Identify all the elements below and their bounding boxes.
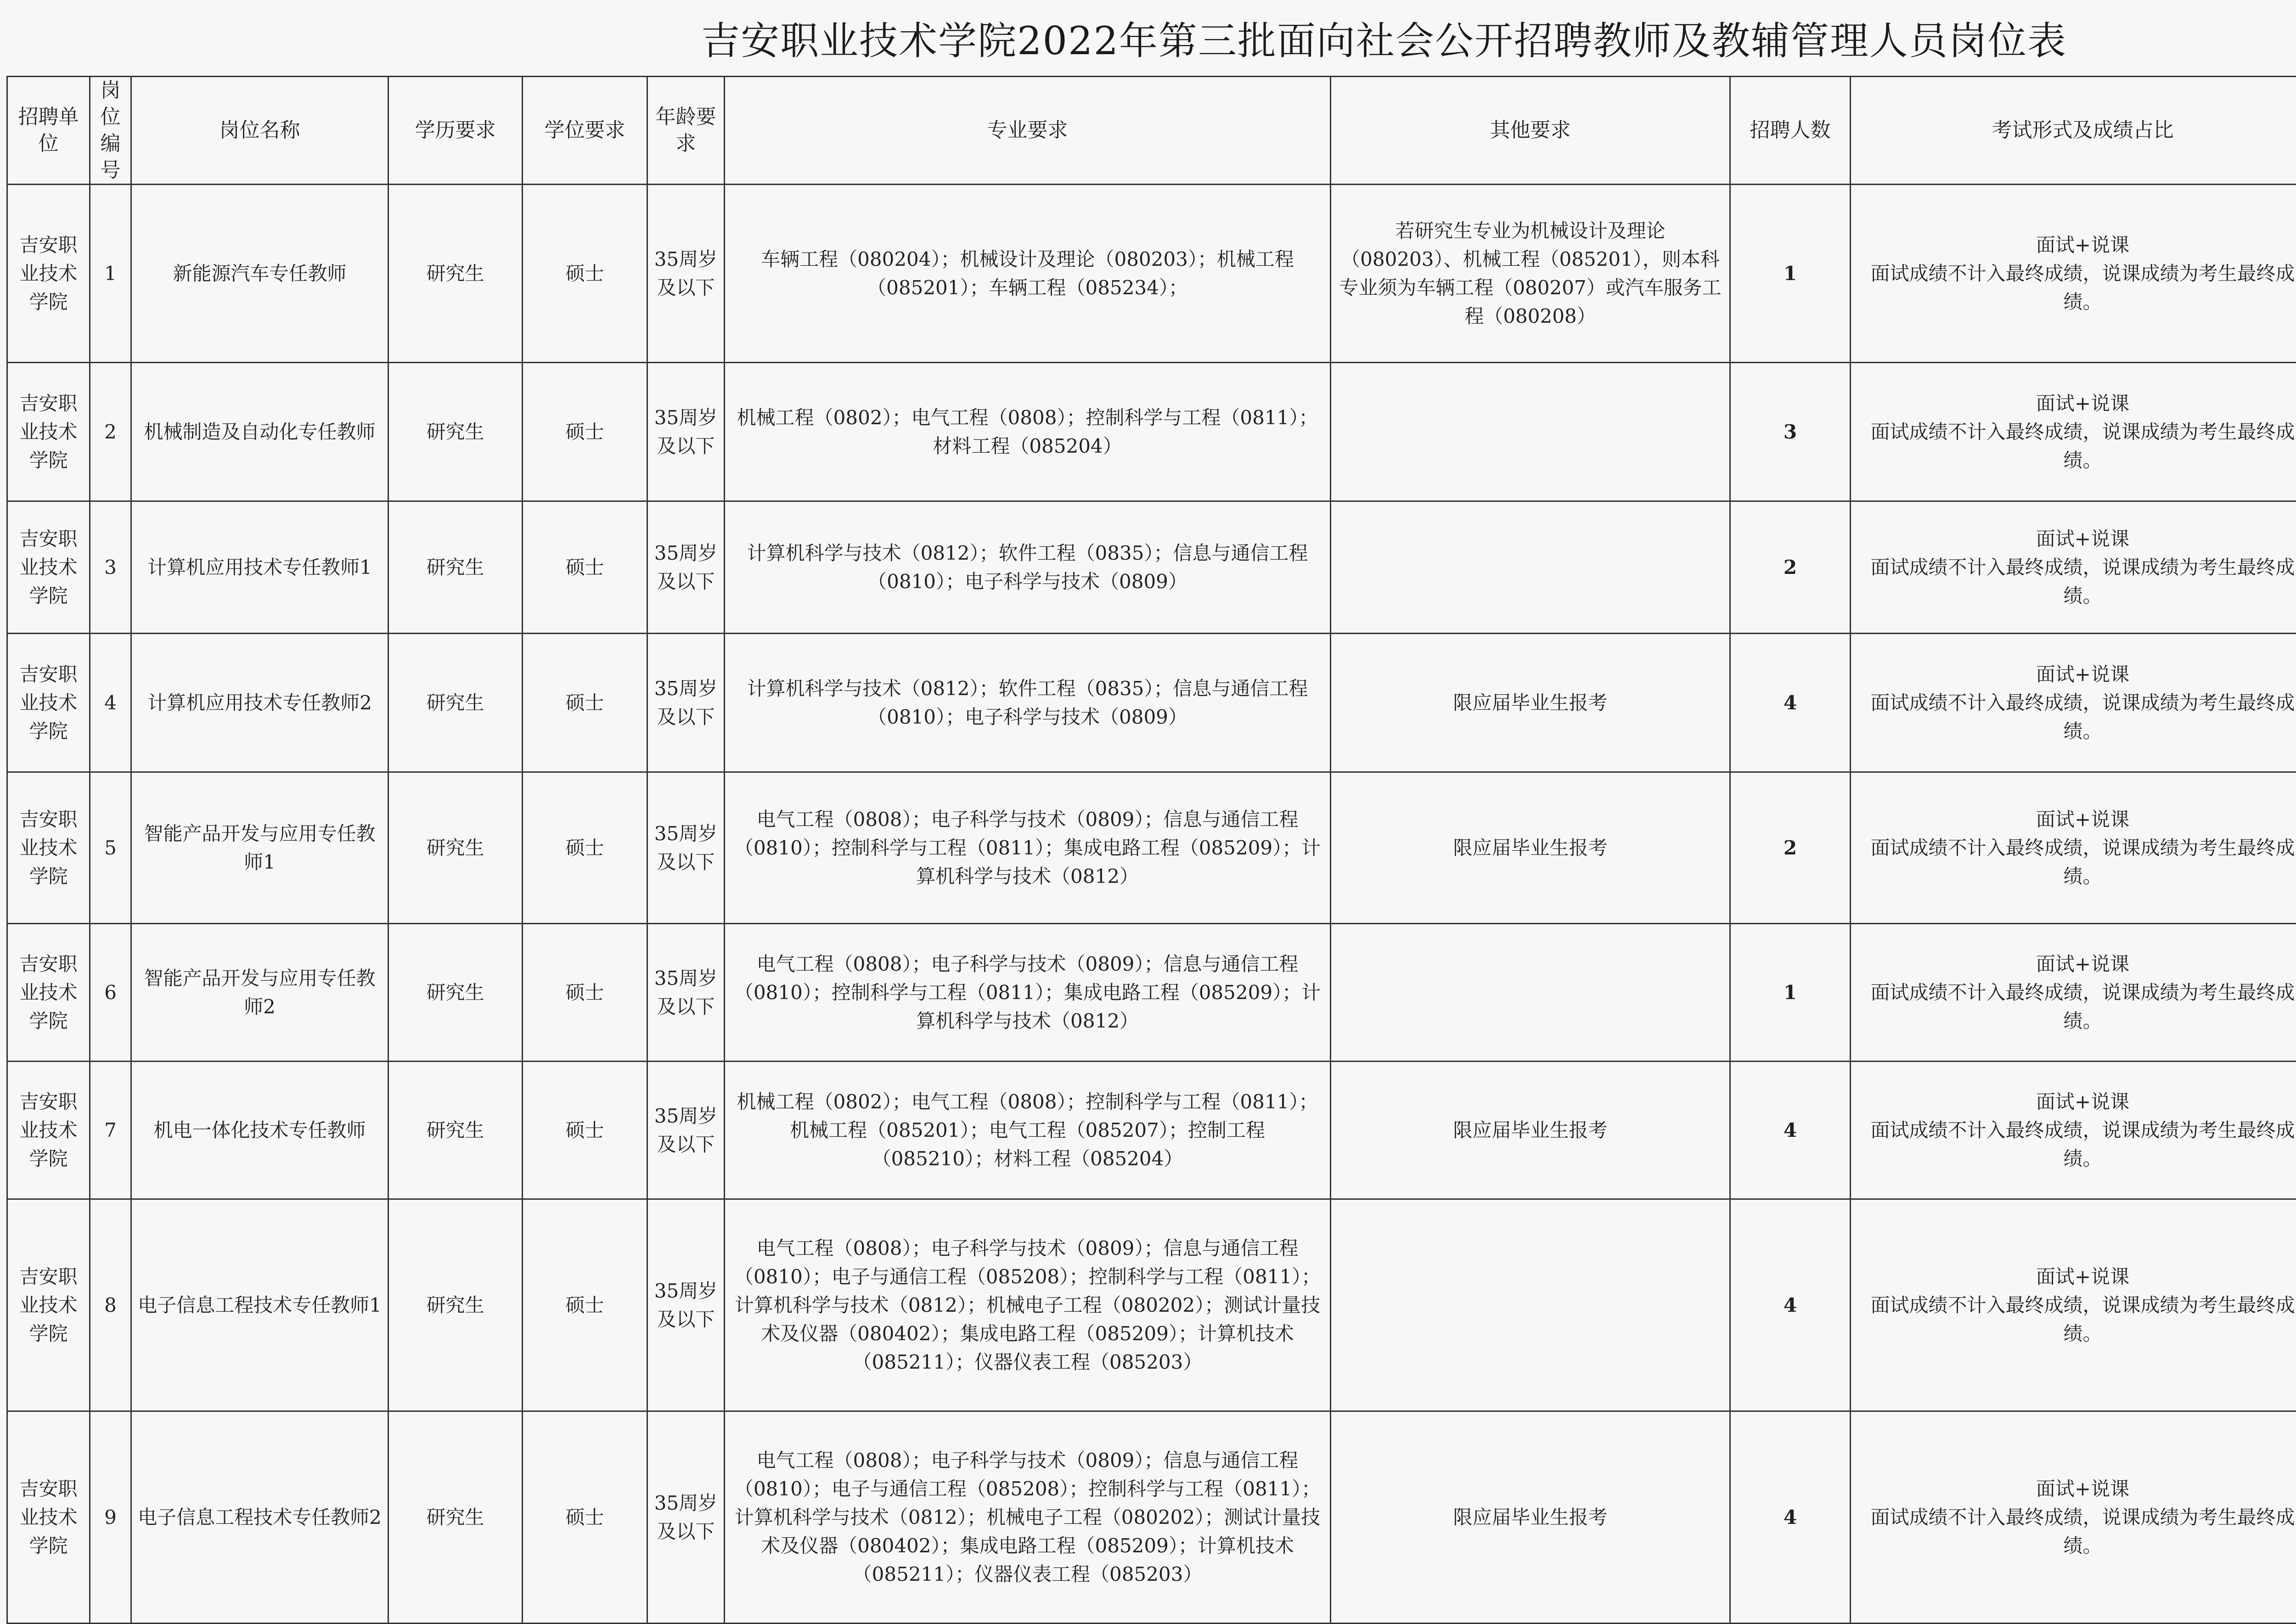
exam-cell: 面试+说课 面试成绩不计入最终成绩，说课成绩为考生最终成绩。 xyxy=(1851,1199,2296,1411)
count-cell: 2 xyxy=(1730,501,1851,634)
id-cell: 7 xyxy=(90,1062,131,1199)
degree-cell: 硕士 xyxy=(523,924,647,1062)
age-cell: 35周岁及以下 xyxy=(647,1062,725,1199)
other-cell xyxy=(1331,924,1730,1062)
header-id: 岗位编号 xyxy=(90,77,131,185)
unit-cell: 吉安职业技术学院 xyxy=(7,924,90,1062)
exam-cell: 面试+说课 面试成绩不计入最终成绩，说课成绩为考生最终成绩。 xyxy=(1851,924,2296,1062)
other-cell: 限应届毕业生报考 xyxy=(1331,1062,1730,1199)
count-cell: 2 xyxy=(1730,772,1851,924)
degree-cell: 硕士 xyxy=(523,772,647,924)
major-cell: 电气工程（0808）；电子科学与技术（0809）；信息与通信工程（0810）；电子与通信工程（085208）；控制科学与工程（0811）；计算机科学与技术（0812）；机械电子工程（080202）；测试计量技术及仪器（080402）；集成电路工程（085209）；计算机技术（085211）；仪器仪表工程（085203） xyxy=(725,1411,1331,1624)
edu-cell: 研究生 xyxy=(388,1411,523,1624)
name-cell: 机电一体化技术专任教师 xyxy=(131,1062,388,1199)
id-cell: 4 xyxy=(90,634,131,772)
major-cell: 电气工程（0808）；电子科学与技术（0809）；信息与通信工程（0810）；控制科学与工程（0811）；集成电路工程（085209）；计算机科学与技术（0812） xyxy=(725,772,1331,924)
age-cell: 35周岁及以下 xyxy=(647,1411,725,1624)
header-exam: 考试形式及成绩占比 xyxy=(1851,77,2296,185)
id-cell: 3 xyxy=(90,501,131,634)
other-cell xyxy=(1331,1199,1730,1411)
edu-cell: 研究生 xyxy=(388,185,523,363)
age-cell: 35周岁及以下 xyxy=(647,363,725,501)
age-cell: 35周岁及以下 xyxy=(647,185,725,363)
exam-cell: 面试+说课 面试成绩不计入最终成绩，说课成绩为考生最终成绩。 xyxy=(1851,772,2296,924)
name-cell: 电子信息工程技术专任教师1 xyxy=(131,1199,388,1411)
table-row xyxy=(7,634,2296,772)
id-cell: 6 xyxy=(90,924,131,1062)
other-cell xyxy=(1331,501,1730,634)
unit-cell: 吉安职业技术学院 xyxy=(7,501,90,634)
name-cell: 新能源汽车专任教师 xyxy=(131,185,388,363)
id-cell: 2 xyxy=(90,363,131,501)
positions-table xyxy=(6,76,2296,1624)
header-row xyxy=(7,77,2296,185)
edu-cell: 研究生 xyxy=(388,924,523,1062)
degree-cell: 硕士 xyxy=(523,501,647,634)
degree-cell: 硕士 xyxy=(523,1062,647,1199)
table-row xyxy=(7,1062,2296,1199)
table-row xyxy=(7,185,2296,363)
degree-cell: 硕士 xyxy=(523,1199,647,1411)
major-cell: 电气工程（0808）；电子科学与技术（0809）；信息与通信工程（0810）；控制科学与工程（0811）；集成电路工程（085209）；计算机科学与技术（0812） xyxy=(725,924,1331,1062)
header-major: 专业要求 xyxy=(725,77,1331,185)
count-cell: 3 xyxy=(1730,363,1851,501)
age-cell: 35周岁及以下 xyxy=(647,924,725,1062)
count-cell: 4 xyxy=(1730,1199,1851,1411)
id-cell: 1 xyxy=(90,185,131,363)
major-cell: 机械工程（0802）；电气工程（0808）；控制科学与工程（0811）；机械工程（085201）；电气工程（085207）；控制工程（085210）；材料工程（085204） xyxy=(725,1062,1331,1199)
name-cell: 智能产品开发与应用专任教师1 xyxy=(131,772,388,924)
count-cell: 1 xyxy=(1730,185,1851,363)
header-unit: 招聘单位 xyxy=(7,77,90,185)
edu-cell: 研究生 xyxy=(388,363,523,501)
table-row xyxy=(7,1199,2296,1411)
major-cell: 车辆工程（080204）；机械设计及理论（080203）；机械工程（085201）；车辆工程（085234）； xyxy=(725,185,1331,363)
page-title: 吉安职业技术学院2022年第三批面向社会公开招聘教师及教辅管理人员岗位表 xyxy=(0,0,2296,76)
age-cell: 35周岁及以下 xyxy=(647,501,725,634)
other-cell: 限应届毕业生报考 xyxy=(1331,634,1730,772)
exam-cell: 面试+说课 面试成绩不计入最终成绩，说课成绩为考生最终成绩。 xyxy=(1851,185,2296,363)
name-cell: 机械制造及自动化专任教师 xyxy=(131,363,388,501)
exam-cell: 面试+说课 面试成绩不计入最终成绩，说课成绩为考生最终成绩。 xyxy=(1851,1062,2296,1199)
table-row xyxy=(7,772,2296,924)
edu-cell: 研究生 xyxy=(388,1062,523,1199)
table-row xyxy=(7,501,2296,634)
unit-cell: 吉安职业技术学院 xyxy=(7,185,90,363)
exam-cell: 面试+说课 面试成绩不计入最终成绩，说课成绩为考生最终成绩。 xyxy=(1851,634,2296,772)
count-cell: 4 xyxy=(1730,1411,1851,1624)
header-edu: 学历要求 xyxy=(388,77,523,185)
count-cell: 1 xyxy=(1730,924,1851,1062)
unit-cell: 吉安职业技术学院 xyxy=(7,772,90,924)
exam-cell: 面试+说课 面试成绩不计入最终成绩，说课成绩为考生最终成绩。 xyxy=(1851,501,2296,634)
unit-cell: 吉安职业技术学院 xyxy=(7,634,90,772)
id-cell: 8 xyxy=(90,1199,131,1411)
exam-cell: 面试+说课 面试成绩不计入最终成绩，说课成绩为考生最终成绩。 xyxy=(1851,363,2296,501)
major-cell: 计算机科学与技术（0812）；软件工程（0835）；信息与通信工程（0810）；电子科学与技术（0809） xyxy=(725,634,1331,772)
unit-cell: 吉安职业技术学院 xyxy=(7,1411,90,1624)
table-row xyxy=(7,924,2296,1062)
degree-cell: 硕士 xyxy=(523,363,647,501)
header-age: 年龄要求 xyxy=(647,77,725,185)
header-count: 招聘人数 xyxy=(1730,77,1851,185)
major-cell: 机械工程（0802）；电气工程（0808）；控制科学与工程（0811）；材料工程（085204） xyxy=(725,363,1331,501)
edu-cell: 研究生 xyxy=(388,1199,523,1411)
header-degree: 学位要求 xyxy=(523,77,647,185)
count-cell: 4 xyxy=(1730,1062,1851,1199)
table-row xyxy=(7,1411,2296,1624)
other-cell: 限应届毕业生报考 xyxy=(1331,772,1730,924)
name-cell: 电子信息工程技术专任教师2 xyxy=(131,1411,388,1624)
edu-cell: 研究生 xyxy=(388,501,523,634)
name-cell: 智能产品开发与应用专任教师2 xyxy=(131,924,388,1062)
header-name: 岗位名称 xyxy=(131,77,388,185)
name-cell: 计算机应用技术专任教师2 xyxy=(131,634,388,772)
unit-cell: 吉安职业技术学院 xyxy=(7,1199,90,1411)
header-other: 其他要求 xyxy=(1331,77,1730,185)
degree-cell: 硕士 xyxy=(523,185,647,363)
edu-cell: 研究生 xyxy=(388,634,523,772)
other-cell: 若研究生专业为机械设计及理论（080203）、机械工程（085201），则本科专业须为车辆工程（080207）或汽车服务工程（080208） xyxy=(1331,185,1730,363)
count-cell: 4 xyxy=(1730,634,1851,772)
id-cell: 9 xyxy=(90,1411,131,1624)
exam-cell: 面试+说课 面试成绩不计入最终成绩，说课成绩为考生最终成绩。 xyxy=(1851,1411,2296,1624)
degree-cell: 硕士 xyxy=(523,634,647,772)
table-row xyxy=(7,363,2296,501)
unit-cell: 吉安职业技术学院 xyxy=(7,363,90,501)
major-cell: 电气工程（0808）；电子科学与技术（0809）；信息与通信工程（0810）；电子与通信工程（085208）；控制科学与工程（0811）；计算机科学与技术（0812）；机械电子工程（080202）；测试计量技术及仪器（080402）；集成电路工程（085209）；计算机技术（085211）；仪器仪表工程（085203） xyxy=(725,1199,1331,1411)
edu-cell: 研究生 xyxy=(388,772,523,924)
age-cell: 35周岁及以下 xyxy=(647,772,725,924)
age-cell: 35周岁及以下 xyxy=(647,634,725,772)
name-cell: 计算机应用技术专任教师1 xyxy=(131,501,388,634)
degree-cell: 硕士 xyxy=(523,1411,647,1624)
other-cell: 限应届毕业生报考 xyxy=(1331,1411,1730,1624)
other-cell xyxy=(1331,363,1730,501)
id-cell: 5 xyxy=(90,772,131,924)
major-cell: 计算机科学与技术（0812）；软件工程（0835）；信息与通信工程（0810）；电子科学与技术（0809） xyxy=(725,501,1331,634)
unit-cell: 吉安职业技术学院 xyxy=(7,1062,90,1199)
age-cell: 35周岁及以下 xyxy=(647,1199,725,1411)
